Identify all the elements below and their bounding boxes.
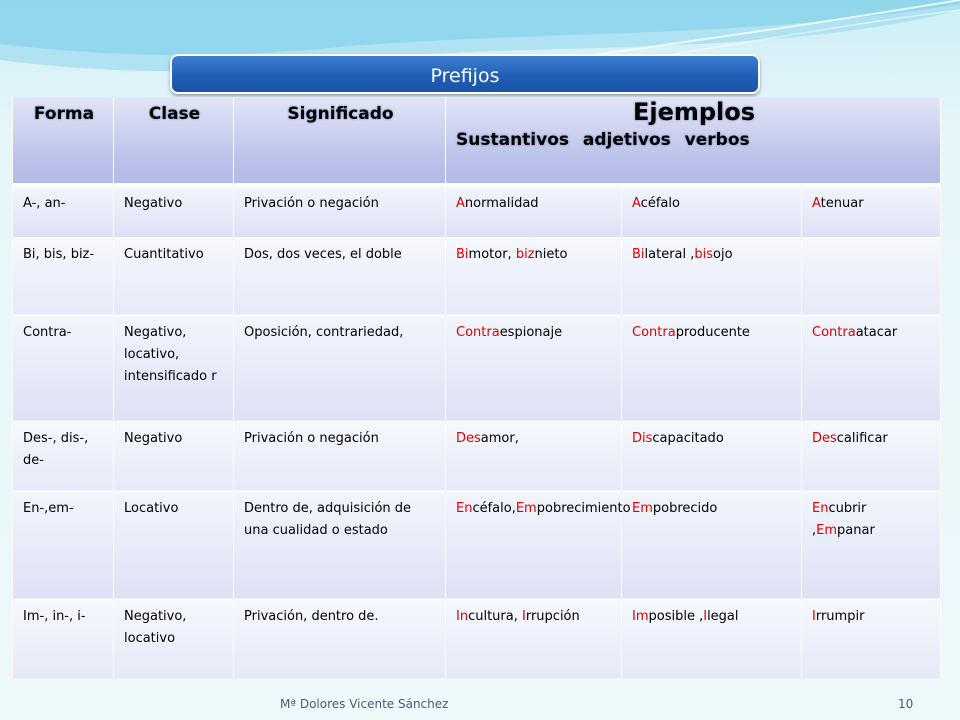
word-rest: cultura,: [468, 608, 522, 624]
cell-adjetivo: [622, 599, 802, 679]
word-rest: ojo: [713, 246, 733, 262]
word-rest: capacitado: [652, 430, 724, 446]
word-rest: cubrir ,: [812, 500, 867, 538]
word-rest: posible ,: [648, 608, 704, 624]
word-rest: amor,: [480, 430, 519, 446]
footer-author: Mª Dolores Vicente Sánchez: [280, 697, 449, 711]
header-ejemplos-title: Ejemplos: [632, 98, 756, 126]
prefix-highlight: En: [456, 500, 473, 516]
word-rest: rrupción: [525, 608, 580, 624]
table-row: [13, 185, 941, 237]
prefix-highlight: Bi: [456, 246, 469, 262]
cell-sustantivo: [446, 315, 622, 421]
cell-clase: Negativo, locativo: [114, 599, 234, 679]
word-rest: legal: [707, 608, 739, 624]
cell-significado: Privación o negación: [234, 185, 446, 237]
cell-sustantivo: [446, 185, 622, 237]
cell-forma: Contra-: [13, 315, 114, 421]
prefix-highlight: Contra: [632, 324, 676, 340]
cell-verbo: [802, 237, 941, 315]
cell-clase: Cuantitativo: [114, 237, 234, 315]
cell-significado: Oposición, contrariedad,: [234, 315, 446, 421]
cell-adjetivo: [622, 185, 802, 237]
cell-adjetivo: [622, 421, 802, 491]
cell-sustantivo: [446, 491, 631, 599]
prefix-highlight: Em: [816, 522, 838, 538]
prefix-highlight: bis: [694, 246, 714, 262]
cell-verbo: [802, 185, 941, 237]
prefixes-table: [12, 97, 941, 679]
cell-forma: Bi, bis, biz-: [13, 237, 114, 315]
prefix-highlight: I: [812, 608, 816, 624]
table-row: [13, 491, 941, 599]
prefix-highlight: Im: [632, 608, 649, 624]
word-rest: normalidad: [464, 196, 539, 211]
prefix-highlight: I: [522, 608, 526, 624]
table-row: [13, 599, 941, 679]
cell-clase: Locativo: [114, 491, 234, 599]
cell-significado: Privación, dentro de.: [234, 599, 446, 679]
word-rest: céfalo,: [472, 500, 516, 516]
prefix-highlight: In: [456, 608, 469, 624]
cell-adjetivo: [622, 237, 802, 315]
cell-sustantivo: [446, 421, 622, 491]
prefix-highlight: Em: [515, 500, 537, 516]
word-rest: lateral ,: [644, 246, 695, 262]
prefix-highlight: biz: [515, 246, 535, 262]
prefix-highlight: Dis: [632, 430, 653, 446]
cell-clase: Negativo: [114, 185, 234, 237]
cell-forma: En-,em-: [13, 491, 114, 599]
word-rest: calificar: [836, 430, 888, 446]
table-row: [13, 421, 941, 491]
prefix-highlight: Des: [812, 430, 837, 446]
cell-significado: Privación o negación: [234, 421, 446, 491]
cell-verbo: [802, 421, 941, 491]
table-row: [13, 237, 941, 315]
prefix-highlight: A: [812, 196, 821, 211]
word-rest: motor,: [468, 246, 516, 262]
prefix-highlight: I: [703, 608, 708, 624]
table-body: [13, 185, 941, 679]
cell-adjetivo: [622, 491, 802, 599]
prefix-highlight: Bi: [632, 246, 645, 262]
word-rest: céfalo: [640, 196, 680, 211]
table-row: [13, 315, 941, 421]
header-ejemplos-subtitle: Sustantivos adjetivos verbos: [456, 130, 750, 150]
prefix-highlight: En: [812, 500, 829, 516]
cell-verbo: [802, 491, 941, 599]
word-rest: panar: [837, 522, 875, 538]
header-significado: Significado: [234, 97, 446, 185]
word-rest: espionaje: [499, 324, 563, 340]
cell-significado: Dentro de, adquisición de una cualidad o estado: [234, 491, 446, 599]
prefix-highlight: Des: [456, 430, 481, 446]
prefix-highlight: Contra: [812, 324, 856, 340]
cell-verbo: [802, 599, 941, 679]
cell-forma: Des-, dis-, de-: [13, 421, 114, 491]
word-rest: nieto: [534, 246, 568, 262]
prefix-highlight: Contra: [456, 324, 500, 340]
word-rest: producente: [675, 324, 750, 340]
header-clase: Clase: [114, 97, 234, 185]
prefix-highlight: Em: [632, 500, 653, 516]
word-rest: rrumpir: [815, 608, 865, 624]
cell-clase: Negativo: [114, 421, 234, 491]
cell-forma: Im-, in-, i-: [13, 599, 114, 679]
word-rest: pobrecido: [652, 500, 718, 516]
cell-sustantivo: [446, 237, 622, 315]
cell-verbo: [802, 315, 941, 421]
cell-sustantivo: [446, 599, 622, 679]
cell-clase: Negativo, locativo, intensificado r: [114, 315, 234, 421]
prefix-highlight: A: [632, 196, 641, 211]
header-ejemplos: [446, 97, 941, 185]
cell-adjetivo: [622, 315, 802, 421]
page-number: 10: [898, 697, 914, 711]
slide-title: Prefijos: [170, 54, 760, 94]
cell-significado: Dos, dos veces, el doble: [234, 237, 446, 315]
header-forma: Forma: [13, 97, 114, 185]
word-rest: tenuar: [820, 196, 864, 211]
cell-forma: A-, an-: [13, 185, 114, 237]
word-rest: atacar: [855, 324, 898, 340]
prefix-highlight: A: [456, 196, 465, 211]
word-rest: pobrecimiento: [536, 500, 631, 516]
